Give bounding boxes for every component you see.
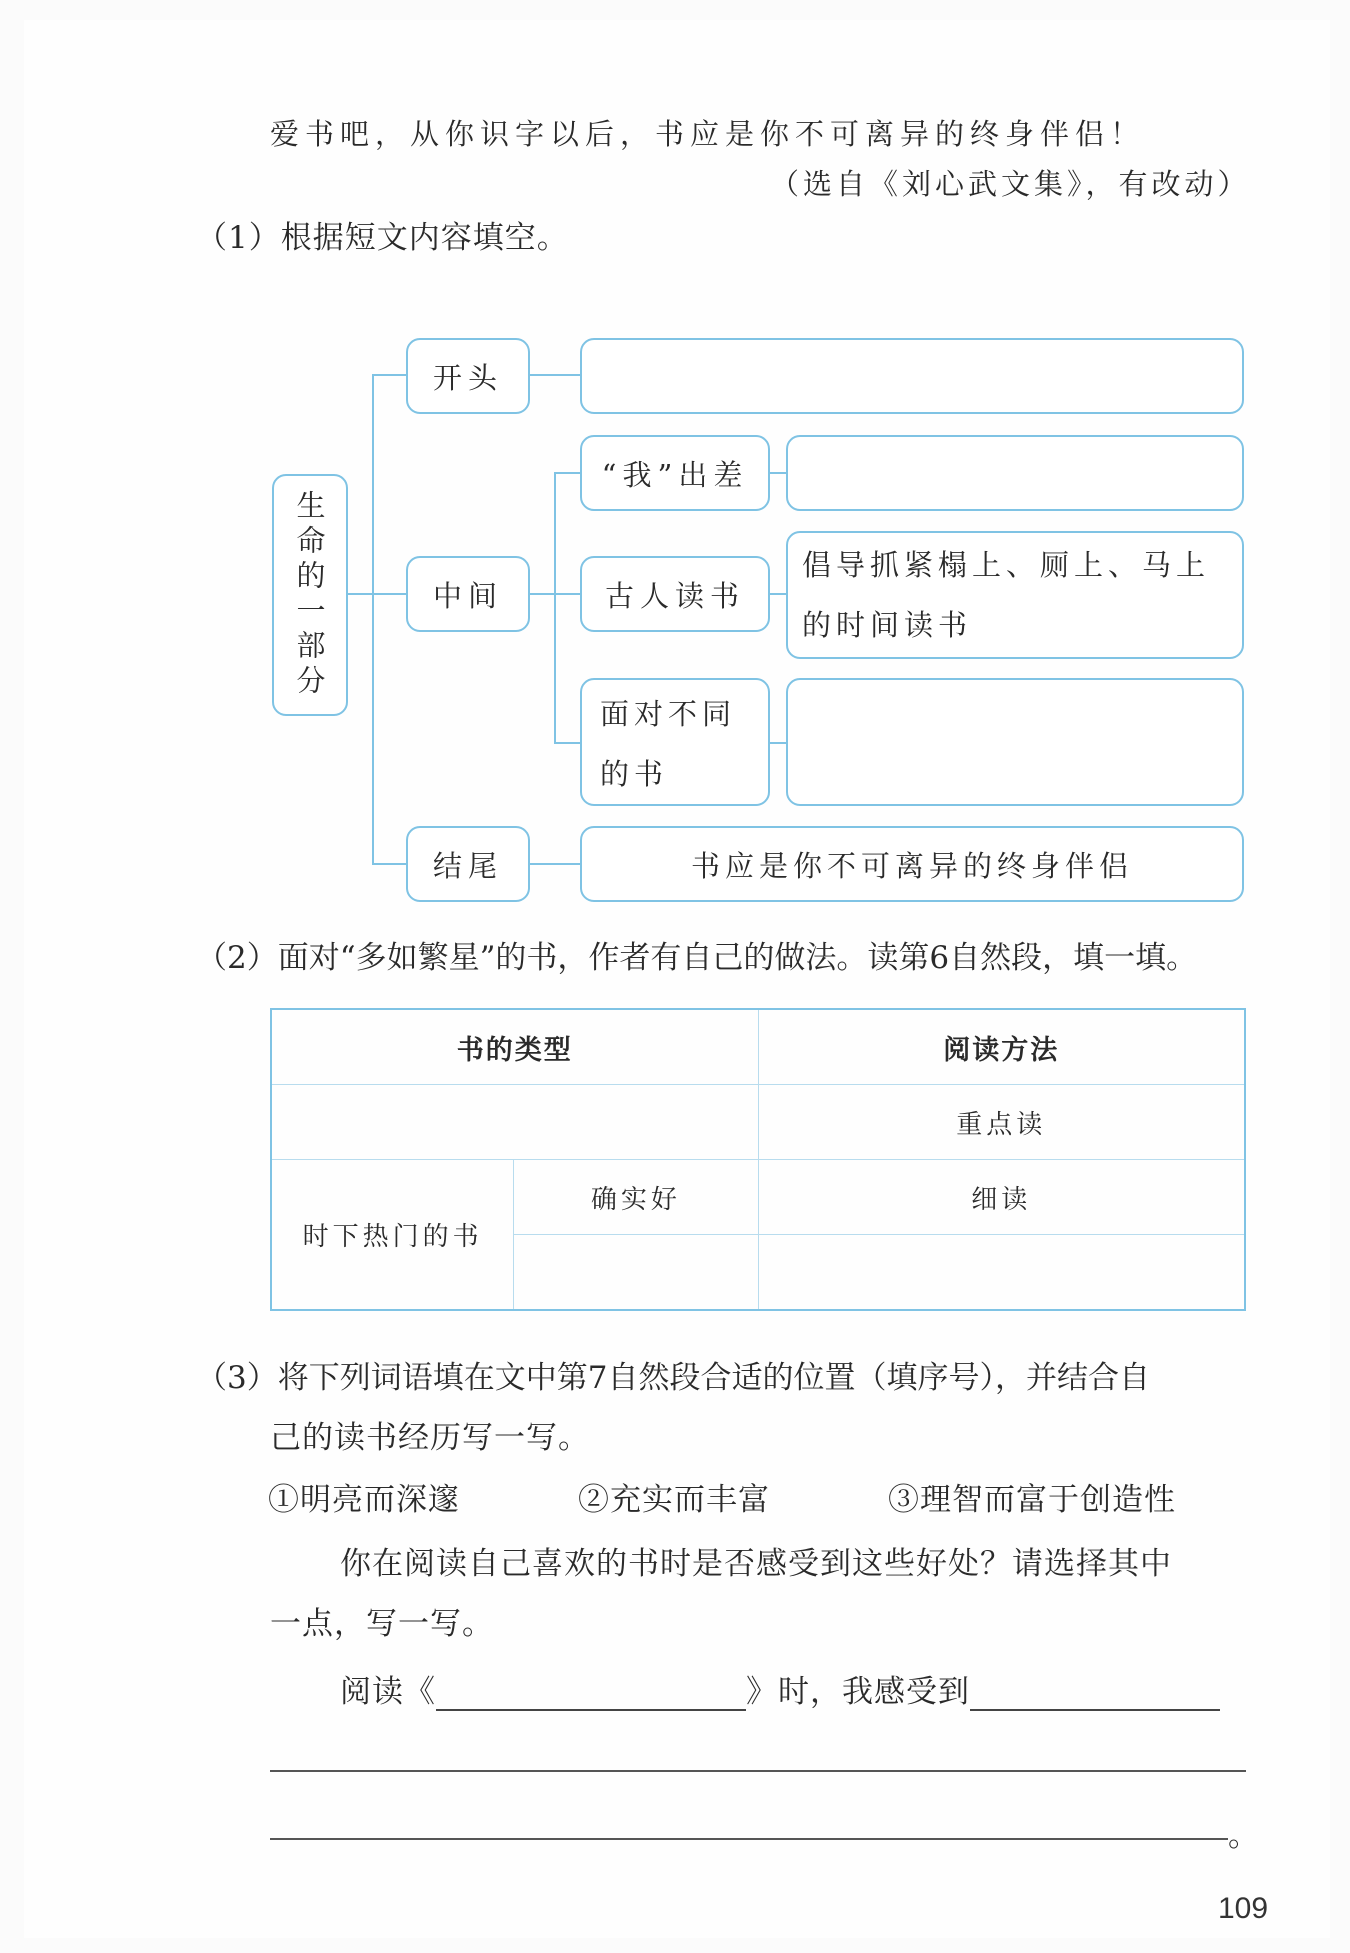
connector	[372, 863, 406, 865]
root-label: 生命的一部分	[292, 490, 327, 700]
writing-line[interactable]	[270, 1838, 1228, 1840]
cell-book-type-blank[interactable]	[271, 1085, 758, 1160]
connector	[554, 472, 580, 474]
answer-box-start[interactable]	[580, 338, 1244, 414]
connector	[770, 593, 786, 595]
node-business-trip-label: “我”出差	[601, 457, 749, 492]
q3-instruction-line2: 一点，写一写。	[270, 1606, 494, 1642]
cell-method-blank[interactable]	[758, 1235, 1245, 1311]
node-middle-label: 中间	[432, 578, 503, 613]
node-end	[406, 826, 530, 902]
answer-box-end	[580, 826, 1244, 902]
option-1: ①明亮而深邃	[268, 1482, 460, 1518]
reading-method-table	[270, 1008, 1246, 1311]
cell-popular-books: 时下热门的书	[271, 1160, 514, 1311]
workbook-page	[24, 20, 1330, 1938]
answer-box-business-trip[interactable]	[786, 435, 1244, 511]
connector	[554, 472, 556, 744]
node-end-label: 结尾	[432, 848, 503, 883]
q3-instruction-line1: 你在阅读自己喜欢的书时是否感受到这些好处？请选择其中	[340, 1546, 1172, 1582]
connector	[770, 472, 786, 474]
node-start	[406, 338, 530, 414]
header-book-type: 书的类型	[271, 1009, 758, 1085]
answer-ancients-reading-text: 倡导抓紧榻上、厕上、马上的时间读书	[802, 548, 1211, 642]
fill-in-sentence	[340, 1666, 1220, 1710]
node-middle-different-books	[580, 678, 770, 806]
header-reading-method: 阅读方法	[758, 1009, 1245, 1085]
node-start-label: 开头	[432, 360, 503, 395]
node-different-books-label: 面对不同的书	[600, 697, 737, 791]
table-row	[271, 1085, 1245, 1160]
answer-box-ancients-reading[interactable]	[786, 531, 1244, 659]
node-middle-ancients-reading	[580, 556, 770, 632]
connector	[530, 863, 580, 865]
cell-method-focus-read: 重点读	[758, 1085, 1245, 1160]
connector	[530, 593, 556, 595]
cell-sub-blank[interactable]	[514, 1235, 758, 1311]
passage-source: （选自《刘心武文集》，有改动）	[770, 167, 1251, 201]
connector	[348, 593, 372, 595]
connector	[372, 374, 374, 864]
answer-box-different-books[interactable]	[786, 678, 1244, 806]
connector	[554, 593, 580, 595]
connector	[372, 374, 406, 376]
end-mark: 。	[1228, 1818, 1260, 1854]
q1-prompt: （1）根据短文内容填空。	[196, 220, 569, 256]
root-node	[272, 474, 348, 716]
answer-start-text	[582, 340, 1242, 360]
node-middle	[406, 556, 530, 632]
connector	[554, 742, 580, 744]
book-title-blank[interactable]	[436, 1675, 746, 1711]
answer-different-books-text	[788, 680, 1242, 700]
writing-line[interactable]	[270, 1770, 1246, 1772]
option-2: ②充实而丰富	[578, 1482, 770, 1518]
passage-closing-line: 爱书吧，从你识字以后，书应是你不可离异的终身伴侣！	[270, 117, 1146, 151]
node-middle-business-trip	[580, 435, 770, 511]
table-row	[271, 1009, 1245, 1085]
connector	[530, 374, 580, 376]
fill-middle: 》时，我感受到	[746, 1674, 970, 1710]
table-row	[271, 1160, 1245, 1235]
feeling-blank[interactable]	[970, 1675, 1220, 1711]
page-number: 109	[1218, 1892, 1269, 1925]
q2-prompt: （2）面对“多如繁星”的书，作者有自己的做法。读第6自然段，填一填。	[196, 940, 1198, 976]
connector	[372, 593, 406, 595]
cell-truly-good: 确实好	[514, 1160, 758, 1235]
answer-business-trip-text	[788, 437, 1242, 457]
q3-prompt-line2: 己的读书经历写一写。	[270, 1420, 590, 1456]
cell-method-careful-read: 细读	[758, 1160, 1245, 1235]
q3-prompt-line1: （3）将下列词语填在文中第7自然段合适的位置（填序号），并结合自	[196, 1360, 1150, 1396]
answer-end-text: 书应是你不可离异的终身伴侣	[690, 848, 1133, 883]
connector	[770, 742, 786, 744]
option-3: ③理智而富于创造性	[888, 1482, 1176, 1518]
node-ancients-reading-label: 古人读书	[604, 578, 745, 613]
fill-prefix: 阅读《	[340, 1674, 436, 1710]
